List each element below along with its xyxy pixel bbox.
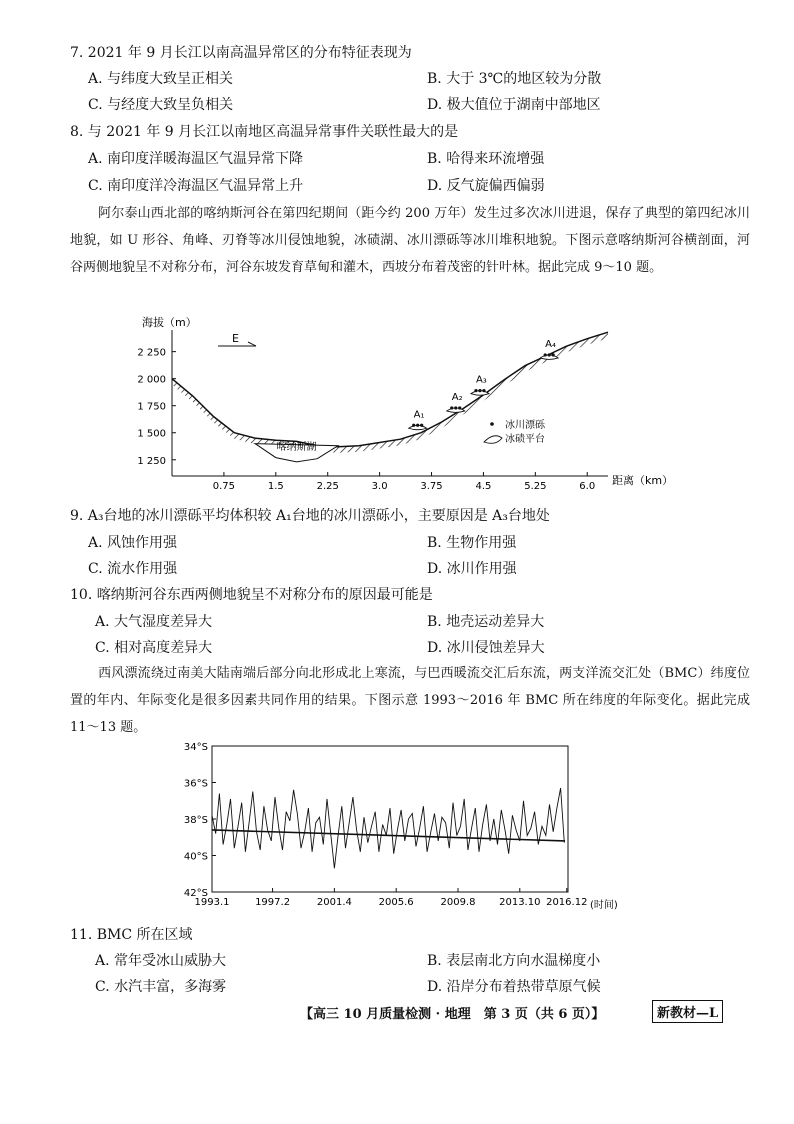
profile-y-tick-label: 1 250 [137, 455, 166, 467]
boulder-dot [544, 353, 547, 356]
profile-xlabel: 距离（km） [612, 474, 674, 487]
profile-x-tick-label: 0.75 [212, 481, 236, 492]
profile-y-tick-label: 2 250 [137, 347, 166, 359]
boulder-dot [482, 389, 485, 392]
profile-y-tick-label: 2 000 [137, 374, 166, 386]
question-10-option-a[interactable]: A. 大气湿度差异大 [95, 614, 213, 630]
question-7-stem: 7. 2021 年 9 月长江以南高温异常区的分布特征表现为 [70, 45, 412, 61]
profile-x-tick-label: 5.25 [524, 481, 547, 492]
bmc-latitude-series [212, 788, 564, 868]
profile-ylabel: 海拔（m） [142, 316, 197, 329]
boulder-legend-icon [490, 422, 494, 426]
bmc-y-tick-label: 42°S [183, 888, 208, 899]
bmc-plot-frame [212, 746, 568, 892]
question-10-stem: 10. 喀纳斯河谷东西两侧地貌呈不对称分布的原因最可能是 [70, 587, 433, 603]
bmc-x-tick-label: 2001.4 [316, 897, 352, 908]
bmc-trend-line [212, 830, 565, 841]
question-11-option-a[interactable]: A. 常年受冰山威胁大 [95, 953, 227, 969]
question-8-option-c[interactable]: C. 南印度洋冷海温区气温异常上升 [88, 178, 304, 194]
passage-11-13 [70, 660, 750, 741]
bmc-x-tick-label: 1993.1 [194, 897, 230, 908]
bmc-xlabel-display: (时间) [590, 900, 618, 911]
boulder-dot [416, 424, 419, 427]
direction-arrowhead-icon [248, 342, 256, 346]
boulder-dot [552, 353, 555, 356]
passage-9-10 [70, 200, 750, 281]
passage-9-10-text: 阿尔泰山西北部的喀纳斯河谷在第四纪期间（距今约 200 万年）发生过多次冰川进退，保存了典型的第四纪冰川地貌，如 U 形谷、角峰、刃脊等冰川侵蚀地貌，冰碛湖、冰川漂砾等冰川堆积地貌。下图示意喀纳斯河谷横剖面，河谷两侧地貌呈不对称分布，河谷东坡发育草甸和灌木，西坡分布着茂密的针叶林。据此完成 9～10 题。 [70, 206, 750, 275]
boulder-dot [478, 389, 481, 392]
question-9-option-b[interactable]: B. 生物作用强 [427, 535, 517, 551]
moraine-platform-legend-icon [484, 436, 502, 444]
boulder-dot [420, 424, 423, 427]
profile-x-tick-label: 3.0 [371, 481, 388, 492]
question-11-option-b[interactable]: B. 表层南北方向水温梯度小 [427, 953, 601, 969]
boulder-dot [548, 353, 551, 356]
question-7-option-a[interactable]: A. 与纬度大致呈正相关 [88, 71, 234, 87]
platform-label-4: A₄ [545, 338, 557, 350]
question-10-option-d[interactable]: D. 冰川侵蚀差异大 [427, 640, 545, 656]
bmc-x-tick-label: 1997.2 [255, 897, 291, 908]
question-11-option-c[interactable]: C. 水汽丰富，多海雾 [95, 979, 227, 995]
profile-x-tick-label: 3.75 [420, 481, 443, 492]
question-10-option-c[interactable]: C. 相对高度差异大 [95, 640, 213, 656]
question-8-option-d[interactable]: D. 反气旋偏西偏弱 [427, 178, 545, 194]
platform-label-3: A₃ [475, 374, 487, 386]
question-9-option-d[interactable]: D. 冰川作用强 [427, 561, 517, 577]
question-9-option-a[interactable]: A. 风蚀作用强 [88, 535, 178, 551]
valley-profile-chart [120, 312, 674, 492]
boulder-dot [412, 424, 415, 427]
direction-label: E [232, 332, 239, 345]
question-8-option-b[interactable]: B. 哈得来环流增强 [427, 151, 545, 167]
bmc-y-tick-label: 38°S [183, 815, 208, 826]
passage-11-13-text: 西风漂流绕过南美大陆南端后部分向北形成北上寒流，与巴西暖流交汇后东流，两支洋流交汇处（BMC）纬度位置的年内、年际变化是很多因素共同作用的结果。下图示意 1993～2016 年 BMC 所在纬度的年际变化。据此完成 11～13 题。 [70, 666, 750, 735]
profile-y-tick-label: 1 500 [137, 428, 166, 440]
platform-label-2: A₂ [451, 391, 463, 403]
question-8-option-a[interactable]: A. 南印度洋暖海温区气温异常下降 [88, 151, 304, 167]
profile-legend [484, 418, 546, 445]
boulder-dot [474, 389, 477, 392]
profile-x-tick-label: 2.25 [316, 481, 339, 492]
profile-x-tick-label: 6.0 [579, 481, 596, 492]
question-7-option-c[interactable]: C. 与经度大致呈负相关 [88, 97, 234, 113]
boulder-dot [450, 406, 453, 409]
question-11-stem: 11. BMC 所在区域 [70, 927, 193, 943]
question-8-stem: 8. 与 2021 年 9 月长江以南地区高温异常事件关联性最大的是 [70, 124, 459, 140]
bmc-latitude-chart [170, 742, 630, 922]
question-9-option-c[interactable]: C. 流水作用强 [88, 561, 178, 577]
profile-y-tick-label: 1 750 [137, 401, 166, 413]
bmc-x-tick-label: 2016.12 [546, 897, 588, 908]
bmc-y-tick-label: 34°S [183, 742, 208, 753]
question-10-option-b[interactable]: B. 地壳运动差异大 [427, 614, 545, 630]
legend-moraine-label: 冰碛平台 [505, 434, 545, 445]
question-7-option-d[interactable]: D. 极大值位于湖南中部地区 [427, 97, 601, 113]
bmc-y-tick-label: 40°S [183, 851, 208, 863]
question-9-stem: 9. A₃台地的冰川漂砾平均体积较 A₁台地的冰川漂砾小，主要原因是 A₃台地处 [70, 508, 550, 524]
bmc-x-tick-label: 2009.8 [440, 897, 476, 908]
bmc-x-tick-label: 2013.10 [499, 897, 541, 908]
page-footer: 【高三 10 月质量检测 · 地理 第 3 页（共 6 页）】 [300, 1007, 605, 1022]
bmc-y-tick-label: 36°S [183, 778, 208, 790]
boulder-dot [458, 406, 461, 409]
question-11-option-d[interactable]: D. 沿岸分布着热带草原气候 [427, 979, 601, 995]
legend-boulder-label: 冰川漂砾 [505, 420, 545, 431]
bmc-x-tick-label: 2005.6 [378, 897, 414, 908]
profile-x-tick-label: 1.5 [267, 481, 284, 492]
profile-x-tick-label: 4.5 [475, 481, 492, 492]
platform-label-1: A₁ [413, 409, 425, 421]
lake-label: 喀纳斯湖 [276, 442, 317, 454]
question-7-option-b[interactable]: B. 大于 3℃的地区较为分散 [427, 71, 602, 87]
edition-tag: 新教材—L [652, 1000, 723, 1023]
boulder-dot [454, 406, 457, 409]
